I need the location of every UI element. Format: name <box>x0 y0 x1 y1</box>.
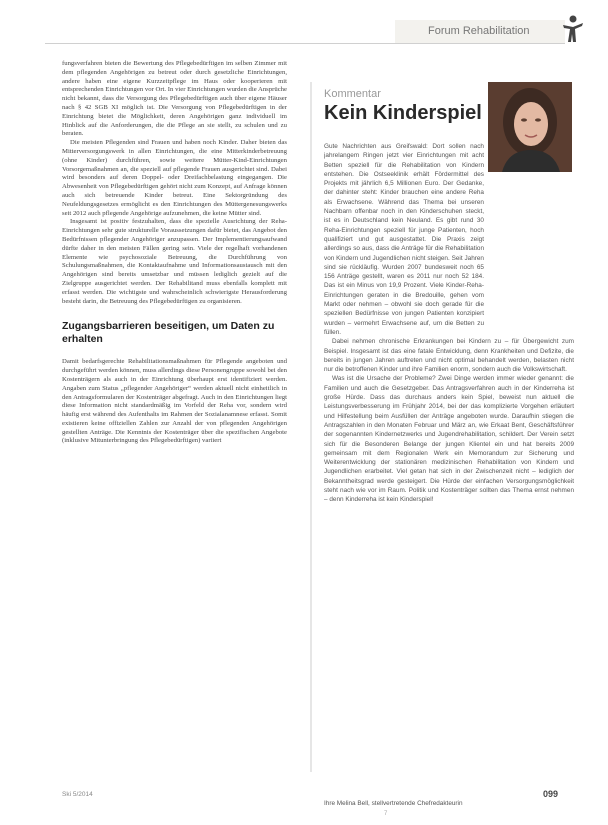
article-paragraph: Die meisten Pflegenden sind Frauen und haben noch Kinder. Daher bieten das Mitterversorgungswerk in allen Einrichtungen, die eine Mitterkinderbetreuung (ohne Kinder) durchführen, sowie weitere Mütter-Kind-Einrichtungen Vorsorgemaßnahmen an, die speziell auf pflegende Frauen ausgerichtet sind. Dabei wird besonders auf deren Doppel- oder Dreifachbelastung eingegangen. Die Abwesenheit von Pflegebedürftigen gehört nicht zum Konzept, auf Anfrage können auch sich betreuende Kinder betreut. Eine Sektorgründung des Neufeldungsgesetzes ermöglicht es den Einrichtungen des Müttergenesungswerks seit 2012 auch pflegende Angehörige aufzunehmen, die keine Mütter sind. <box>62 139 287 217</box>
comment-author: Ihre Melina Bell, stellvertretende Chefredakteurin <box>324 800 463 807</box>
comment-paragraph: Was ist die Ursache der Probleme? Zwei Dinge werden immer wieder genannt: die Familien und auch die Gesetzgeber. Das Antragsverfahren auch in der Kinderreha ist große Hürde. Dass das durchaus anders kein Spiel, beweist nun aktuell die Leistungsverbesserung im Frühjahr 2014, bei der das komplizierte Vorgehen erläutert und Hilfestellung beim Ausfüllen der Anträge angeboten wurde. Daraufhin stiegen die Antragszahlen in den Monaten Februar und März an, wie Erkaat Bent, Geschäftsführer der sogenannten Kindernetzwerks und Jugendrehabilitation, schildert. Der Verein setzt sich für die Besonderen Belange der jungen Klientel ein und hat bereits 2009 gemeinsam mit dem Regionalen Werk ein Memorandum zur Sicherung und Weiterentwicklung der stationären medizinischen Rehabilitation von Kindern und Jugendlichen erarbeitet. Viel getan hat sich in der Zwischenzeit nicht – lediglich der Bekanntheitsgrad werde gesteigert. Die Hürde der einfachen Versorgungsmöglichkeit steht nach wie vor im Raum. Politik und Kostenträger sollten das Thema ernst nehmen – denn Kinderreha ist kein Kinderspiel! <box>324 375 574 504</box>
footer-marker: 7 <box>384 811 388 817</box>
comment-label: Kommentar <box>324 88 381 100</box>
comment-body <box>324 142 574 732</box>
comment-paragraph: Gute Nachrichten aus Greifswald: Dort sollen nach jahrelangem Ringen jetzt vier Einrichtungen mit acht Betten speziell für die Rehabilitation von Kindern entstehen. Die Ostseeklinik erhält Fördermittel des Projekts mit jährlich 6,5 Millionen Euro. Der Gedanke, der dahinter steht: Kinder brauchen eine andere Reha als Erwachsene. Während das Thema bei unseren Nachbarn offenbar noch in den Kinderschuhen steckt, ist es in Deutschland kein Neuland. Es gibt rund 30 Reha-Einrichtungen speziell für junge Patienten, hoch qualifiziert und gut ausgestattet. Die Praxis zeigt allerdings so aus, dass die Anträge für die Rehabilitation von Kindern und Jugendlichen nicht steigen. Seit Jahren sind sie rückläufig. Wurden 2007 bundesweit noch 65 156 Anträge gestellt, waren es 2011 nur noch 52 184. Das ist ein Minus von 19,9 Prozent. Viele Kinder-Reha-Einrichtungen geraten in die Bredouille, gehen vom Markt oder nehmen – obwohl sie doch gerade für die speziellen Bedürfnisse von jungen Patienten konzipiert wurden – vermehrt Erwachsene auf, um die Betten zu füllen. <box>324 143 484 336</box>
footer-issue: Ski 5/2014 <box>62 791 93 798</box>
section-title: Forum Rehabilitation <box>428 25 530 37</box>
comment-title: Kein Kinderspiel <box>324 102 482 124</box>
header-divider <box>45 43 565 44</box>
article-paragraph: fungsverfahren bieten die Bewertung des Pflegebedürftigen im selben Zimmer mit dem pflegenden Angehörigen zu betreut oder durch gesetzliche Einrichtungen, andere haben eine eigene Kurzzeitpflege im Haus oder kooperieren mit entsprechenden Einrichtungen vor Ort. In vier Einrichtungen wurden die Ansprüche nicht bekannt, dass die Versorgung des Pflegebedürftigen auch über eigene Häuser nach § 42 SGB XI möglich ist. Die Versorgung von Pflegebedürftigen in der Einrichtung bietet die Möglichkeit, deren Angehörigen ganz individuell im Hinblick auf die Anforderungen, die die Pflege an sie stellt, zu schulen und zu beraten. <box>62 60 287 138</box>
page-number: 099 <box>543 789 559 799</box>
comment-paragraph: Dabei nehmen chronische Erkrankungen bei Kindern zu – für Übergewicht zum Beispiel. Insgesamt ist das eine fatale Entwicklung, denn Krankheiten und Defizite, die bereits in jungen Jahren auftreten und nicht optimal behandelt werden, belasten nicht nur die betroffenen Kinder und ihre Familien enorm, sondern auch die Volkswirtschaft. <box>324 338 574 374</box>
rehabilitation-figure-icon <box>562 14 584 44</box>
article-paragraph: Insgesamt ist positiv festzuhalten, dass die spezielle Ausrichtung der Reha-Einrichtungen sehr gute strukturelle Voraussetzungen dafür bietet, das Angebot den Bedürfnissen pflegender Angehöriger anzupassen. Der Implementierungsaufwand dürfte daher in den meisten Fällen gering sein. Viele der regelhaft vorhandenen Elemente wie psychosoziale Betreuung, die Durchführung von Schulungsmaßnahmen, die Kontaktaufnahme und Informationsaustausch mit den Angehörigen sind bereits umsetzbar und müssen lediglich gezielt auf die Zielgruppe ausgerichtet werden. Der Rehabilitand muss ebenfalls komplett mit erfasst werden. Die wichtigste und wahrscheinlich schwierigste Herausforderung besteht darin, die Betreuung des Pflegebedürftigen zu organisieren. <box>62 218 287 305</box>
main-article <box>62 60 287 770</box>
article-subheading: Zugangsbarrieren beseitigen, um Daten zu erhalten <box>62 320 275 346</box>
article-paragraph: Damit bedarfsgerechte Rehabilitationsmaßnahmen für Pflegende angeboten und durchgeführt werden können, muss allerdings diese Personengruppe sowohl bei den Kostenträgern als auch in der Einrichtung überhaupt erst identifiziert werden. Angaben zum Status „pflegender Angehöriger“ werden aktuell nicht einheitlich in den Antragsformularen der Kostenträger abgefragt. Auch in den Einrichtungen liegt diese Information nicht standardmäßig im Vorfeld der Reha vor, sondern wird häufig erst während des Aufenthalts im Rahmen der Sozialanamnese erfasst. Somit existieren keine offiziellen Zahlen zur Anzahl der von pflegenden Angehörigen gestellten Anträge. Die Kenntnis der Kostenträger über die spezifischen Angebote (inklusive Mitunterbringung des Pflegebedürftigen) variiert <box>62 358 287 445</box>
